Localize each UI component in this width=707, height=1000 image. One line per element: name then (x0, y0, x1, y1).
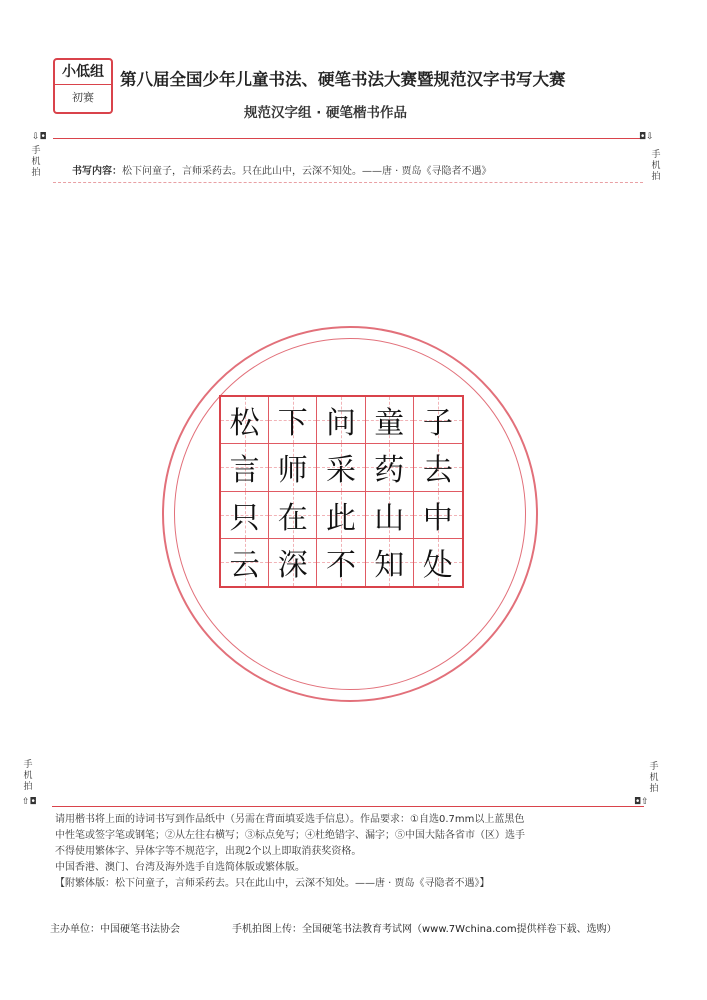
traditional-version-note: 【附繁体版：松下问童子，言师采药去。只在此山中，云深不知处。——唐 · 贾岛《寻隐者不遇》】 (55, 878, 490, 889)
grid-cell: 药 (366, 444, 414, 491)
instruction-line: 中性笔或签字笔或钢笔；②从左往右横写；③标点免写；④杜绝错字、漏字；⑤中国大陆各省市（区）选手 (55, 830, 525, 841)
arrow-down-icon: ⇩ (32, 132, 40, 142)
grid-cell: 云 (221, 539, 269, 586)
grid-cell: 处 (414, 539, 462, 586)
camera-icon: ◘ (29, 797, 37, 807)
bottom-left-camera-mark (22, 797, 37, 807)
writing-content-text: 松下问童子，言师采药去。只在此山中，云深不知处。——唐 · 贾岛《寻隐者不遇》 (122, 166, 492, 177)
stage-label: 初赛 (72, 91, 94, 104)
writing-content (72, 162, 492, 177)
grid-cell: 在 (269, 492, 317, 539)
grid-cell: 子 (414, 397, 462, 444)
grid-cell: 不 (317, 539, 365, 586)
writing-content-label: 书写内容： (72, 166, 122, 177)
instruction-line: 请用楷书将上面的诗词书写到作品纸中（另需在背面填妥选手信息）。作品要求：①自选0.7mm以上蓝黑色 (55, 814, 525, 825)
arrow-up-icon: ⇧ (641, 797, 649, 807)
grid-cell: 童 (366, 397, 414, 444)
writing-grid (219, 395, 464, 588)
instruction-line: 不得使用繁体字、异体字等不规范字，出现2个以上即取消获奖资格。 (55, 846, 362, 857)
top-left-photo-label: 手机拍 (31, 146, 41, 178)
arrow-down-icon: ⇩ (646, 132, 654, 142)
instructions (55, 812, 655, 892)
grid-cell: 问 (317, 397, 365, 444)
top-right-camera-mark (639, 132, 654, 142)
organizer: 主办单位：中国硬笔书法协会 (50, 924, 180, 935)
page-title: 第八届全国少年儿童书法、硬笔书法大赛暨规范汉字书写大赛 (120, 70, 566, 89)
header-rule (53, 138, 643, 139)
group-label: 小低组 (55, 60, 111, 85)
content-rule (53, 182, 643, 183)
grid-cell: 下 (269, 397, 317, 444)
bottom-right-photo-label: 手机拍 (649, 762, 659, 794)
grid-cell: 中 (414, 492, 462, 539)
grid-cell: 只 (221, 492, 269, 539)
instruction-line: 中国香港、澳门、台湾及海外选手自选简体版或繁体版。 (55, 862, 305, 873)
grid-cell: 此 (317, 492, 365, 539)
arrow-up-icon: ⇧ (22, 797, 30, 807)
top-right-photo-label: 手机拍 (651, 150, 661, 182)
grid-cell: 知 (366, 539, 414, 586)
instructions-rule (52, 806, 644, 807)
grid-cell: 师 (269, 444, 317, 491)
bottom-left-photo-label: 手机拍 (23, 760, 33, 792)
grid-cell: 山 (366, 492, 414, 539)
camera-icon: ◘ (634, 797, 642, 807)
grid-cell: 去 (414, 444, 462, 491)
grid-cell: 采 (317, 444, 365, 491)
grid-cell: 松 (221, 397, 269, 444)
camera-icon: ◘ (39, 132, 47, 142)
group-badge (53, 58, 113, 114)
upload-info: 手机拍图上传：全国硬笔书法教育考试网（www.7Wchina.com提供样卷下载、选购） (232, 924, 617, 935)
camera-icon: ◘ (639, 132, 647, 142)
grid-cell: 言 (221, 444, 269, 491)
page-subtitle: 规范汉字组 · 硬笔楷书作品 (244, 105, 408, 121)
grid-cell: 深 (269, 539, 317, 586)
top-left-camera-mark (32, 132, 47, 142)
